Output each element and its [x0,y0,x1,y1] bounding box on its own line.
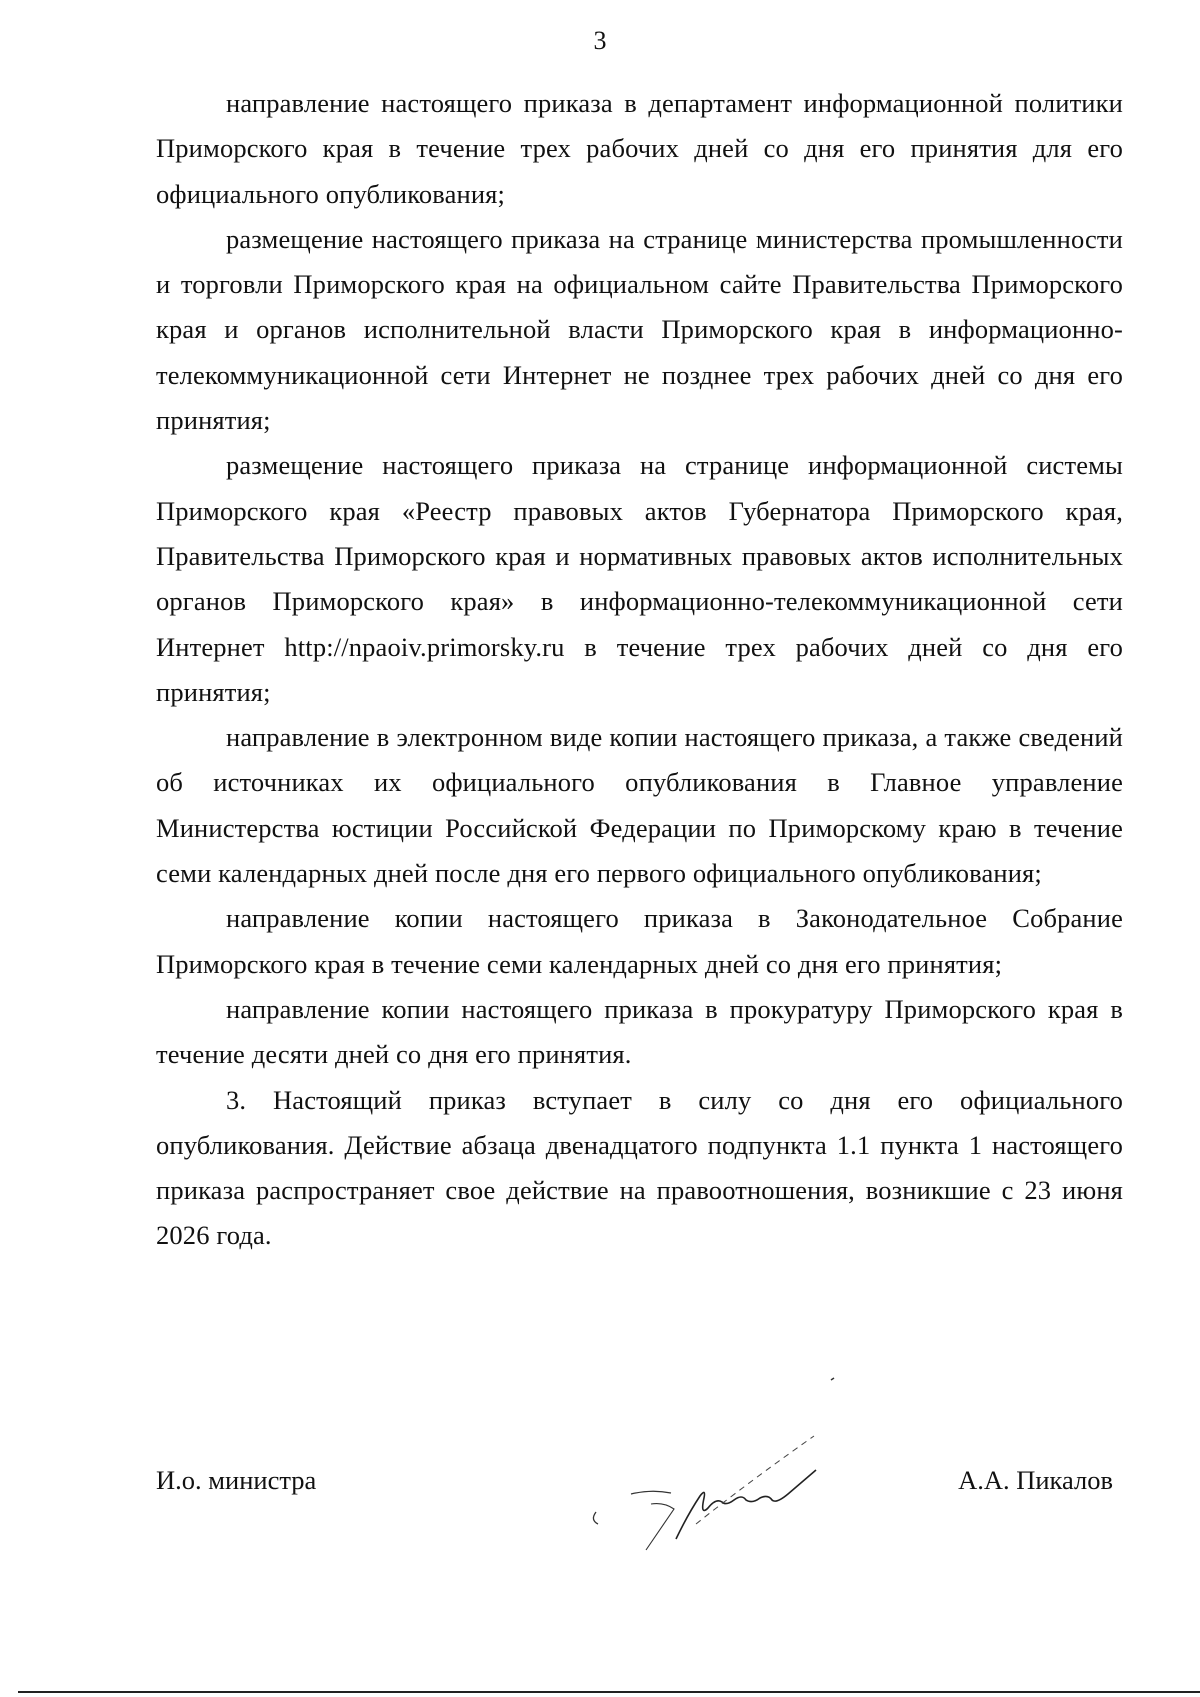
page-number: 3 [593,26,607,55]
paragraph-legislative-assembly: направление копии настоящего приказа в Законодательное Собрание Приморского края в течение семи календарных дней со дня его принятия; [156,903,1123,979]
handwritten-signature [576,1364,856,1554]
signatory-position: И.о. министра [156,1465,317,1495]
paragraph-justice-ministry: направление в электронном виде копии настоящего приказа, а также сведений об источниках их официального опубликования в Главное управление Министерства юстиции Российской Федерации по Приморскому краю в течение семи календарных дней после дня его первого официального опубликования; [156,722,1123,889]
signatory-name: А.А. Пикалов [958,1465,1113,1495]
paragraph-ministry-site: размещение настоящего приказа на странице министерства промышленности и торговли Приморского края на официальном сайте Правительства Приморского края и органов исполнительной власти Приморского края в информационно-телекоммуникационной сети Интернет не позднее трех рабочих дней со дня его принятия; [156,223,1123,436]
paragraph-registry: размещение настоящего приказа на странице информационной системы Приморского края «Реестр правовых актов Губернатора Приморского края, Правительства Приморского края и нормативных правовых актов исполнительных органов Приморского края» в информационно-телекоммуникационной сети Интернет http://npaoiv.primorsky.ru в течение трех рабочих дней со дня его принятия; [156,450,1123,707]
paragraph-effective-date: 3. Настоящий приказ вступает в силу со дня его официального опубликования. Действие абзаца двенадцатого подпункта 1.1 пункта 1 настоящего приказа распространяет свое действие на правоотношения, возникшие с 23 июня 2026 года. [156,1084,1123,1251]
bottom-divider [18,1691,1200,1693]
paragraph-info-policy: направление настоящего приказа в департамент информационной политики Приморского края в течение трех рабочих дней со дня его принятия для его официального опубликования; [156,88,1123,209]
signature-block [156,1464,1113,1524]
paragraph-prosecutor: направление копии настоящего приказа в прокуратуру Приморского края в течение десяти дней со дня его принятия. [156,993,1123,1070]
document-body [156,81,1123,1259]
